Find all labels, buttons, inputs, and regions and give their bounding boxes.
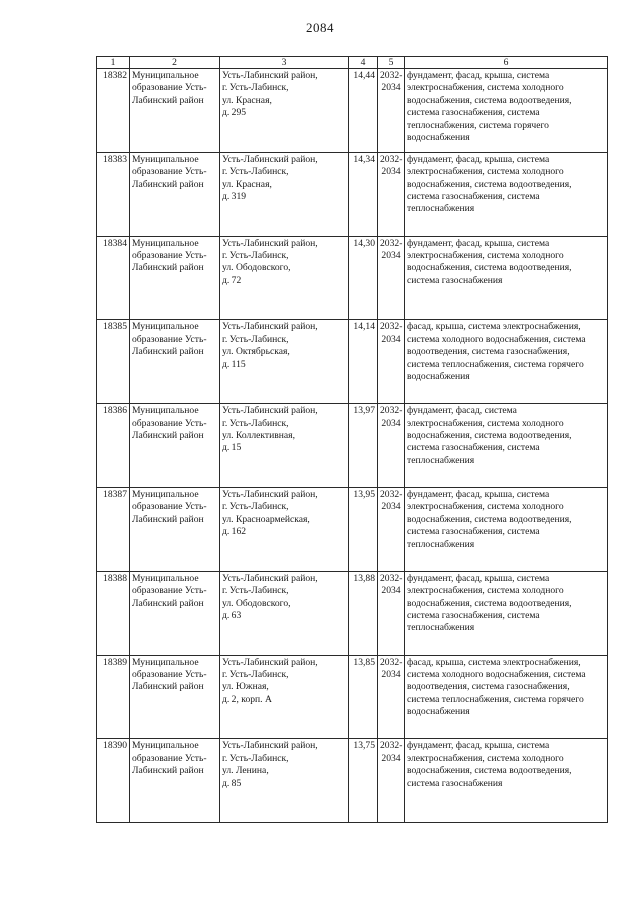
area-cell <box>349 236 378 320</box>
works-cell-text: фасад, крыша, система электроснабжения, система холодного водоснабжения, система водоотведения, система газоснабжения, система теплоснабжения, система горячего водоснабжения <box>407 321 586 383</box>
municipality-cell-text: Муниципальное образование Усть- Лабинский район <box>132 70 207 106</box>
object-number <box>97 320 130 404</box>
municipality-cell-text: Муниципальное образование Усть- Лабинский район <box>132 237 207 274</box>
area-cell-text: 14,34 <box>353 153 375 165</box>
municipality-cell <box>130 152 220 236</box>
address-cell <box>220 487 349 571</box>
address-cell-text: Усть-Лабинский район, г. Усть-Лабинск, ул. Южная, д. 2, корп. А <box>222 656 318 705</box>
page-number: 2084 <box>306 20 334 35</box>
object-number-text: 18384 <box>103 237 127 249</box>
area-cell-text: 14,14 <box>353 321 375 333</box>
address-cell-text: Усть-Лабинский район, г. Усть-Лабинск, ул. Красная, д. 319 <box>222 153 318 203</box>
area-cell <box>349 655 378 739</box>
object-number <box>97 236 130 320</box>
object-number <box>97 487 130 571</box>
object-number <box>97 655 130 739</box>
address-cell <box>220 320 349 404</box>
address-cell <box>220 655 349 739</box>
period-cell <box>378 69 405 153</box>
address-cell-text: Усть-Лабинский район, г. Усть-Лабинск, ул. Красная, д. 295 <box>222 70 318 119</box>
area-cell <box>349 152 378 236</box>
works-cell <box>405 655 608 739</box>
object-number-text: 18389 <box>103 656 127 668</box>
works-cell-text: фундамент, фасад, система электроснабжения, система холодного водоснабжения, система водоотведения, система газоснабжения, система теплоснабжения <box>407 405 572 466</box>
area-cell-text: 13,97 <box>353 405 375 417</box>
header-row <box>97 57 608 69</box>
address-cell-text: Усть-Лабинский район, г. Усть-Лабинск, ул. Октябрьская, д. 115 <box>222 321 318 370</box>
works-cell <box>405 152 608 236</box>
municipality-cell <box>130 404 220 488</box>
area-cell <box>349 69 378 153</box>
table-row <box>97 487 608 571</box>
object-number <box>97 571 130 655</box>
period-cell-text: 2032- 2034 <box>380 70 403 94</box>
area-cell <box>349 739 378 823</box>
works-cell-text: фасад, крыша, система электроснабжения, система холодного водоснабжения, система водоотведения, система газоснабжения, система теплоснабжения, система горячего водоснабжения <box>407 656 586 718</box>
area-cell-text: 14,30 <box>353 237 375 249</box>
registry-table <box>96 56 608 823</box>
works-cell <box>405 571 608 655</box>
address-cell-text: Усть-Лабинский район, г. Усть-Лабинск, ул. Красноармейская, д. 162 <box>222 488 318 538</box>
column-header: 3 <box>220 57 349 69</box>
object-number <box>97 739 130 823</box>
object-number-text: 18390 <box>103 740 127 752</box>
works-cell <box>405 739 608 823</box>
period-cell-text: 2032- 2034 <box>380 488 403 513</box>
municipality-cell-text: Муниципальное образование Усть- Лабинский район <box>132 656 207 693</box>
object-number-text: 18386 <box>103 405 127 417</box>
works-cell-text: фундамент, фасад, крыша, система электроснабжения, система холодного водоснабжения, система водоотведения, система газоснабжения <box>407 237 572 286</box>
municipality-cell-text: Муниципальное образование Усть- Лабинский район <box>132 405 207 441</box>
period-cell-text: 2032- 2034 <box>380 153 403 178</box>
address-cell-text: Усть-Лабинский район, г. Усть-Лабинск, ул. Ободовского, д. 63 <box>222 572 318 621</box>
table-row <box>97 571 608 655</box>
municipality-cell <box>130 739 220 823</box>
period-cell <box>378 320 405 404</box>
column-header: 5 <box>378 57 405 69</box>
period-cell-text: 2032- 2034 <box>380 237 403 261</box>
address-cell <box>220 404 349 488</box>
column-header: 2 <box>130 57 220 69</box>
object-number-text: 18388 <box>103 572 127 584</box>
period-cell <box>378 571 405 655</box>
works-cell <box>405 487 608 571</box>
works-cell-text: фундамент, фасад, крыша, система электроснабжения, система холодного водоснабжения, система водоотведения, система газоснабжения, система теплоснабжения <box>407 488 572 550</box>
object-number-text: 18387 <box>103 488 127 500</box>
area-cell-text: 14,44 <box>353 70 375 81</box>
area-cell-text: 13,75 <box>353 740 375 752</box>
municipality-cell <box>130 320 220 404</box>
municipality-cell-text: Муниципальное образование Усть- Лабинский район <box>132 740 207 777</box>
object-number-text: 18382 <box>103 70 127 81</box>
period-cell-text: 2032- 2034 <box>380 572 403 597</box>
municipality-cell <box>130 655 220 739</box>
period-cell <box>378 404 405 488</box>
address-cell <box>220 152 349 236</box>
object-number-text: 18383 <box>103 153 127 165</box>
address-cell-text: Усть-Лабинский район, г. Усть-Лабинск, ул. Ободовского, д. 72 <box>222 237 318 286</box>
period-cell-text: 2032- 2034 <box>380 656 403 680</box>
table-row <box>97 320 608 404</box>
works-cell <box>405 320 608 404</box>
period-cell <box>378 236 405 320</box>
area-cell <box>349 404 378 488</box>
address-cell <box>220 739 349 823</box>
table-row <box>97 655 608 739</box>
address-cell <box>220 69 349 153</box>
works-cell-text: фундамент, фасад, крыша, система электроснабжения, система холодного водоснабжения, система водоотведения, система газоснабжения, система теплоснабжения, система горячего водоснабжения <box>407 70 572 144</box>
column-header: 1 <box>97 57 130 69</box>
works-cell-text: фундамент, фасад, крыша, система электроснабжения, система холодного водоснабжения, система водоотведения, система газоснабжения, система теплоснабжения <box>407 153 572 215</box>
works-cell-text: фундамент, фасад, крыша, система электроснабжения, система холодного водоснабжения, система водоотведения, система газоснабжения <box>407 740 572 789</box>
table-row <box>97 236 608 320</box>
period-cell-text: 2032- 2034 <box>380 321 403 345</box>
municipality-cell <box>130 571 220 655</box>
period-cell-text: 2032- 2034 <box>380 405 403 429</box>
works-cell <box>405 69 608 153</box>
area-cell <box>349 487 378 571</box>
municipality-cell <box>130 236 220 320</box>
municipality-cell-text: Муниципальное образование Усть- Лабинский район <box>132 572 207 609</box>
object-number <box>97 69 130 153</box>
municipality-cell <box>130 69 220 153</box>
address-cell <box>220 571 349 655</box>
address-cell-text: Усть-Лабинский район, г. Усть-Лабинск, ул. Коллективная, д. 15 <box>222 405 318 454</box>
period-cell <box>378 739 405 823</box>
table-row <box>97 152 608 236</box>
address-cell <box>220 236 349 320</box>
municipality-cell-text: Муниципальное образование Усть- Лабинский район <box>132 321 207 358</box>
period-cell-text: 2032- 2034 <box>380 740 403 764</box>
table-row <box>97 404 608 488</box>
period-cell <box>378 655 405 739</box>
column-header: 6 <box>405 57 608 69</box>
object-number <box>97 404 130 488</box>
area-cell-text: 13,85 <box>353 656 375 668</box>
area-cell-text: 13,95 <box>353 488 375 500</box>
table-row <box>97 739 608 823</box>
address-cell-text: Усть-Лабинский район, г. Усть-Лабинск, ул. Ленина, д. 85 <box>222 740 318 789</box>
works-cell-text: фундамент, фасад, крыша, система электроснабжения, система холодного водоснабжения, система водоотведения, система газоснабжения, система теплоснабжения <box>407 572 572 634</box>
table-row <box>97 69 608 153</box>
object-number <box>97 152 130 236</box>
works-cell <box>405 236 608 320</box>
municipality-cell-text: Муниципальное образование Усть- Лабинский район <box>132 488 207 525</box>
period-cell <box>378 487 405 571</box>
works-cell <box>405 404 608 488</box>
column-header: 4 <box>349 57 378 69</box>
period-cell <box>378 152 405 236</box>
object-number-text: 18385 <box>103 321 127 333</box>
municipality-cell <box>130 487 220 571</box>
municipality-cell-text: Муниципальное образование Усть- Лабинский район <box>132 153 207 190</box>
area-cell <box>349 571 378 655</box>
area-cell <box>349 320 378 404</box>
area-cell-text: 13,88 <box>353 572 375 584</box>
